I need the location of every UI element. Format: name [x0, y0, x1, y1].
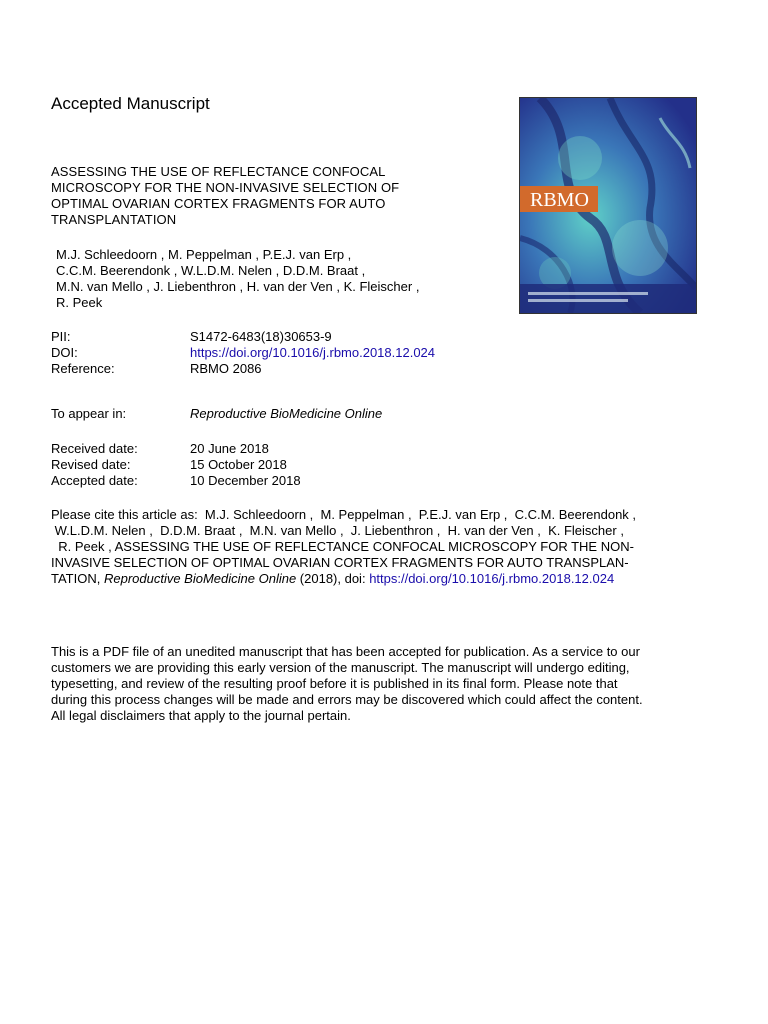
title-line: TRANSPLANTATION: [51, 212, 177, 227]
received-label: Received date:: [51, 441, 138, 456]
title-line: OPTIMAL OVARIAN CORTEX FRAGMENTS FOR AUTO: [51, 196, 386, 211]
cover-artwork: [520, 98, 696, 313]
author-list: [56, 247, 476, 311]
accepted-label: Accepted date:: [51, 473, 138, 488]
citation-doi-link[interactable]: https://doi.org/10.1016/j.rbmo.2018.12.024: [369, 571, 615, 586]
citation-line: R. Peek , ASSESSING THE USE OF REFLECTANCE CONFOCAL MICROSCOPY FOR THE NON-: [51, 539, 634, 554]
citation-text: (2018), doi:: [296, 571, 370, 586]
title-line: MICROSCOPY FOR THE NON-INVASIVE SELECTION OF: [51, 180, 400, 195]
doi-link[interactable]: https://doi.org/10.1016/j.rbmo.2018.12.024: [190, 345, 436, 360]
reference-label: Reference:: [51, 361, 115, 376]
notice-line: during this process changes will be made and errors may be discovered which could affect the content.: [51, 692, 643, 707]
author-line: C.C.M. Beerendonk , W.L.D.M. Nelen , D.D.M. Braat ,: [56, 263, 366, 278]
notice-line: This is a PDF file of an unedited manuscript that has been accepted for publication. As a service to our: [51, 644, 640, 659]
notice-line: All legal disclaimers that apply to the journal pertain.: [51, 708, 351, 723]
author-line: M.N. van Mello , J. Liebenthron , H. van der Ven , K. Fleischer ,: [56, 279, 420, 294]
accepted-value: 10 December 2018: [190, 473, 301, 488]
journal-cover-image: [519, 97, 697, 314]
manuscript-notice: [51, 644, 696, 724]
author-line: M.J. Schleedoorn , M. Peppelman , P.E.J. van Erp ,: [56, 247, 352, 262]
citation-line: INVASIVE SELECTION OF OPTIMAL OVARIAN CORTEX FRAGMENTS FOR AUTO TRANSPLAN-: [51, 555, 629, 570]
pii-label: PII:: [51, 329, 71, 344]
journal-name: Reproductive BioMedicine Online: [190, 406, 383, 421]
author-line: R. Peek: [56, 295, 103, 310]
revised-value: 15 October 2018: [190, 457, 287, 472]
title-line: ASSESSING THE USE OF REFLECTANCE CONFOCAL: [51, 164, 386, 179]
article-title: [51, 164, 451, 228]
citation-line: Please cite this article as: M.J. Schleedoorn , M. Peppelman , P.E.J. van Erp , C.C.M. Beerendonk ,: [51, 507, 637, 522]
citation-line: W.L.D.M. Nelen , D.D.M. Braat , M.N. van Mello , J. Liebenthron , H. van der Ven , K. Fleischer ,: [51, 523, 624, 538]
doi-label: DOI:: [51, 345, 78, 360]
cover-logo-text: RBMO: [530, 189, 589, 211]
citation-journal: Reproductive BioMedicine Online: [103, 571, 297, 586]
pii-value: S1472-6483(18)30653-9: [190, 329, 332, 344]
revised-label: Revised date:: [51, 457, 131, 472]
received-value: 20 June 2018: [190, 441, 269, 456]
page-heading: Accepted Manuscript: [51, 94, 210, 113]
appear-label: To appear in:: [51, 406, 127, 421]
notice-line: customers we are providing this early version of the manuscript. The manuscript will undergo editing,: [51, 660, 630, 675]
citation-block: [51, 507, 691, 587]
reference-value: RBMO 2086: [190, 361, 262, 376]
citation-line: [51, 571, 691, 587]
citation-text: TATION,: [51, 571, 104, 586]
notice-line: typesetting, and review of the resulting proof before it is published in its final form. Please note that: [51, 676, 618, 691]
